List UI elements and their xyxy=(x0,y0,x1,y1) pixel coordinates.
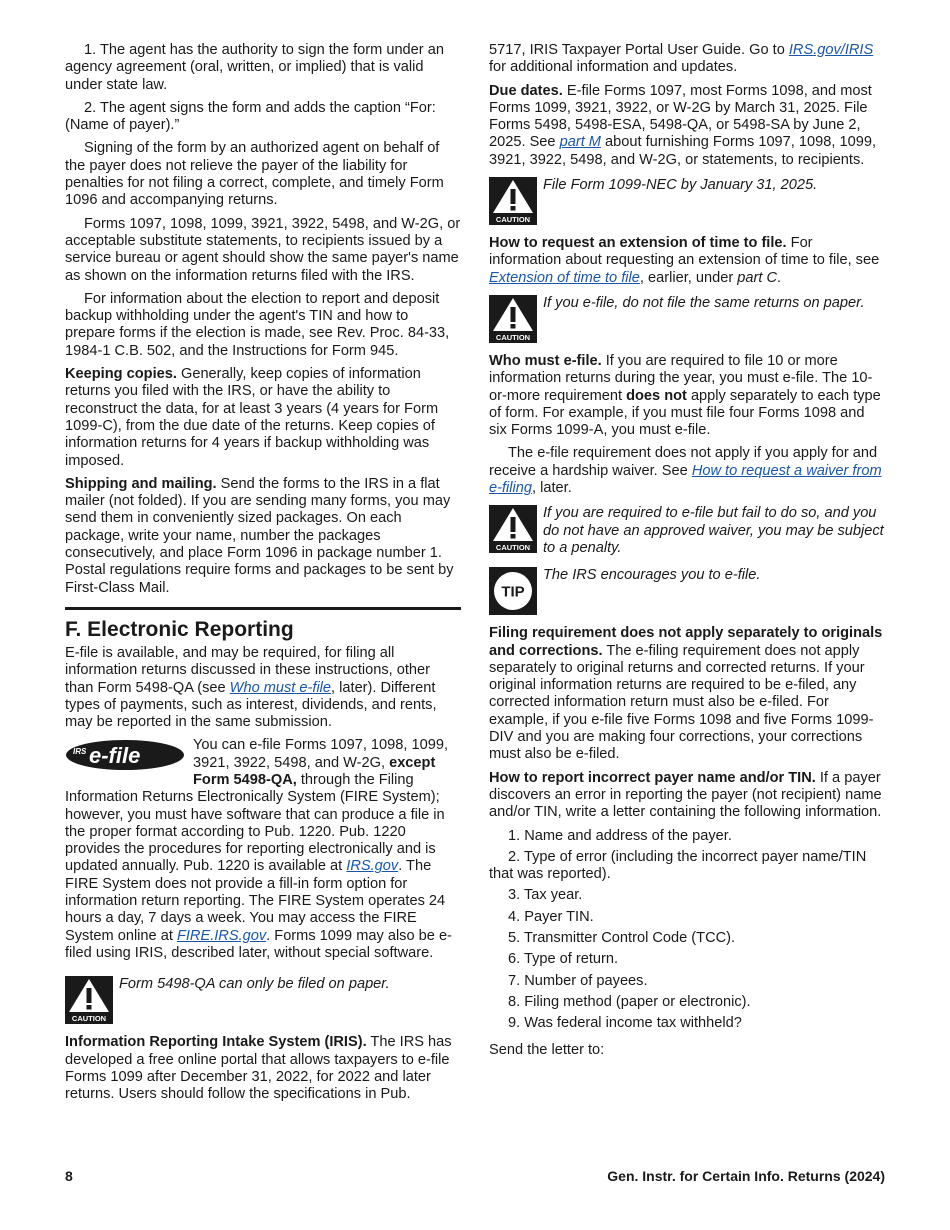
part-m-link[interactable]: part M xyxy=(559,134,601,151)
caution-icon xyxy=(489,505,537,553)
irs-gov-link[interactable]: IRS.gov xyxy=(346,858,399,875)
right-column xyxy=(489,42,885,1066)
caution-note-5498qa xyxy=(65,976,461,1024)
iris-guide-paragraph: 5717, IRIS Taxpayer Portal User Guide. Go to IRS.gov/IRIS for additional information and updates. xyxy=(489,42,874,76)
shipping-paragraph: Shipping and mailing. Send the forms to the IRS in a flat mailer (not folded). If you are sending many forms, you may send them in conveniently sized packages. On each package, write your name, number the packages consecutively, and place Form 1096 in package number 1. Postal regulations require forms and packages to be sent by First-Class Mail. xyxy=(65,475,454,596)
list-item: 3. Tax year. xyxy=(508,887,583,904)
due-dates-heading: Due dates. xyxy=(489,82,563,99)
irs-efile-logo xyxy=(65,739,185,771)
fire-irs-gov-link[interactable]: FIRE.IRS.gov xyxy=(176,927,267,944)
svg-text:CAUTION: CAUTION xyxy=(495,543,531,553)
agent-authority-item: 1. The agent has the authority to sign the form under an agency agreement (oral, written, or implied) that is valid under state law. xyxy=(65,42,444,93)
tip-text: The IRS encourages you to e-file. xyxy=(543,567,761,584)
list-item: 9. Was federal income tax withheld? xyxy=(508,1015,742,1032)
left-column xyxy=(65,42,461,1109)
keeping-copies-heading: Keeping copies. xyxy=(65,366,177,383)
who-must-efile-link[interactable]: Who must e-file xyxy=(229,679,332,696)
list-item: 4. Payer TIN. xyxy=(508,908,594,925)
agent-caption-item: 2. The agent signs the form and adds the caption “For: (Name of payer).” xyxy=(65,99,436,134)
caution-note-penalty xyxy=(489,505,885,557)
svg-text:CAUTION: CAUTION xyxy=(495,215,531,225)
report-incorrect-paragraph: How to report incorrect payer name and/or TIN. If a payer discovers an error in reporting the payer (not recipient) name and/or TIN, write a letter containing the following information. xyxy=(489,769,882,821)
caution-note-1099nec xyxy=(489,177,885,225)
section-title: F. Electronic Reporting xyxy=(65,617,294,641)
tip-icon xyxy=(489,567,537,615)
caution-text: File Form 1099-NEC by January 31, 2025. xyxy=(543,177,818,194)
extension-link[interactable]: Extension of time to file xyxy=(489,269,640,286)
footer-title: Gen. Instr. for Certain Info. Returns (2024) xyxy=(607,1168,885,1184)
page-number: 8 xyxy=(65,1168,73,1184)
who-must-efile-paragraph: Who must e-file. If you are required to file 10 or more information returns during the year, you must e-file. The 10-or-more requirement does not apply separately to each type of form. For example, if you must file four Forms 1098 and six Forms 1099-A, you must e-file. xyxy=(489,352,881,439)
who-must-efile-heading: Who must e-file. xyxy=(489,352,602,369)
iris-heading: Information Reporting Intake System (IRIS). xyxy=(65,1034,367,1051)
caution-icon xyxy=(489,177,537,225)
caution-icon xyxy=(65,976,113,1024)
agent-liability-paragraph: Signing of the form by an authorized agent on behalf of the payer does not relieve the payer of the liability for penalties for not filing a correct, complete, and timely Form 1096 and accompanying returns. xyxy=(65,140,444,209)
list-item: 5. Transmitter Control Code (TCC). xyxy=(508,929,736,946)
efile-intro-paragraph: E-file is available, and may be required, for filing all information returns discussed in these instructions, other than Form 5498-QA (see Who must e-file, later). Different types of payments, such as interest, dividends, and rents, may be reported in the same submission. xyxy=(65,644,437,731)
svg-text:CAUTION: CAUTION xyxy=(71,1014,107,1024)
send-letter-text: Send the letter to: xyxy=(489,1042,605,1059)
list-item: 8. Filing method (paper or electronic). xyxy=(508,993,751,1010)
iris-paragraph: Information Reporting Intake System (IRIS). The IRS has developed a free online portal that allows taxpayers to e-file Forms 1099 after December 31, 2022, for 2022 and later returns. Users should follow the specifications in Pub. xyxy=(65,1034,452,1103)
caution-text: If you are required to e-file but fail to do so, and you do not have an approved waiver, you may be subject to a penalty. xyxy=(543,505,884,556)
irs-gov-iris-link[interactable]: IRS.gov/IRIS xyxy=(788,42,874,58)
due-dates-paragraph: Due dates. E-file Forms 1097, most Forms 1098, and most Forms 1099, 3921, 3922, or W-2G by March 31, 2025. File Forms 5498, 5498-ESA, 5498-QA, or 5498-SA by June 2, 2025. See part M about furnishing Forms 1097, 1098, 1099, 3921, 3922, 5498, and W-2G, or statements, to recipients. xyxy=(489,82,876,168)
caution-note-paper xyxy=(489,295,885,343)
list-item: 2. Type of error (including the incorrect payer name/TIN that was reported). xyxy=(489,848,867,883)
filing-requirement-paragraph: Filing requirement does not apply separately to originals and corrections. The e-filing requirement does not apply separately to original returns and corrected returns. If your original information returns are required to be e-filed, any corrected information return must also be e-filed. For example, if you e-file five Forms 1098 and five Forms 1099-DIV and you are making four corrections, your corrections must also be e-filed. xyxy=(489,625,883,763)
section-divider xyxy=(65,607,461,610)
efile-logo-irs: IRS xyxy=(73,747,87,757)
efile-logo-text: e-file xyxy=(89,743,141,769)
svg-text:CAUTION: CAUTION xyxy=(495,332,531,342)
efile-block xyxy=(65,737,461,962)
list-item: 1. Name and address of the payer. xyxy=(508,827,732,844)
extension-heading: How to request an extension of time to file. xyxy=(489,235,787,252)
report-incorrect-heading: How to report incorrect payer name and/or TIN. xyxy=(489,769,816,786)
shipping-heading: Shipping and mailing. xyxy=(65,475,217,492)
filing-requirement-heading: Filing requirement does not apply separately to originals and corrections. xyxy=(489,625,883,659)
svg-text:TIP: TIP xyxy=(501,583,525,601)
caution-icon xyxy=(489,295,537,343)
list-item: 6. Type of return. xyxy=(508,951,619,968)
service-bureau-paragraph: Forms 1097, 1098, 1099, 3921, 3922, 5498, and W-2G, or acceptable substitute statements, to recipients issued by a service bureau or agent should show the same payer's name as shown on the information returns filed with the IRS. xyxy=(65,215,461,284)
caution-text: Form 5498-QA can only be filed on paper. xyxy=(119,976,390,993)
tip-note xyxy=(489,567,885,615)
list-item: 7. Number of payees. xyxy=(508,972,648,989)
fire-system-paragraph: You can e-file Forms 1097, 1098, 1099, 3921, 3922, 5498, and W-2G, except Form 5498-QA, through the Filing Information Returns Electronically System (FIRE System); however, you must have software that can produce a file in the proper format according to Pub. 1220. Pub. 1220 provides the procedures for reporting electronically and is updated annually. Pub. 1220 is available at IRS.gov. The FIRE System does not provide a fill-in form option for information return reporting. The FIRE System operates 24 hours a day, 7 days a week. You may access the FIRE System online at FIRE.IRS.gov. Forms 1099 may also be e-filed using IRIS, described later, without special software. xyxy=(65,737,452,961)
letter-info-list xyxy=(489,828,885,1033)
keeping-copies-paragraph: Keeping copies. Generally, keep copies of information returns you filed with the IRS, or have the ability to reconstruct the data, for at least 3 years (4 years for Form 1099-C), from the due date of the returns. Keep copies of information returns for 4 years if backup withholding was imposed. xyxy=(65,366,439,469)
backup-withholding-paragraph: For information about the election to report and deposit backup withholding under the agent's TIN and how to prepare forms if the election is made, see Rev. Proc. 84-33, 1984-1 C.B. 502, and the Instructions for Form 945. xyxy=(65,290,450,359)
caution-text: If you e-file, do not file the same returns on paper. xyxy=(543,294,865,311)
waiver-link[interactable]: How to request a waiver from e-filing xyxy=(489,462,882,497)
hardship-waiver-paragraph: The e-file requirement does not apply if you apply for and receive a hardship waiver. See How to request a waiver from e-filing, later. xyxy=(489,445,882,497)
extension-paragraph: How to request an extension of time to file. For information about requesting an extension of time to file, see Extension of time to file, earlier, under part C. xyxy=(489,235,880,286)
